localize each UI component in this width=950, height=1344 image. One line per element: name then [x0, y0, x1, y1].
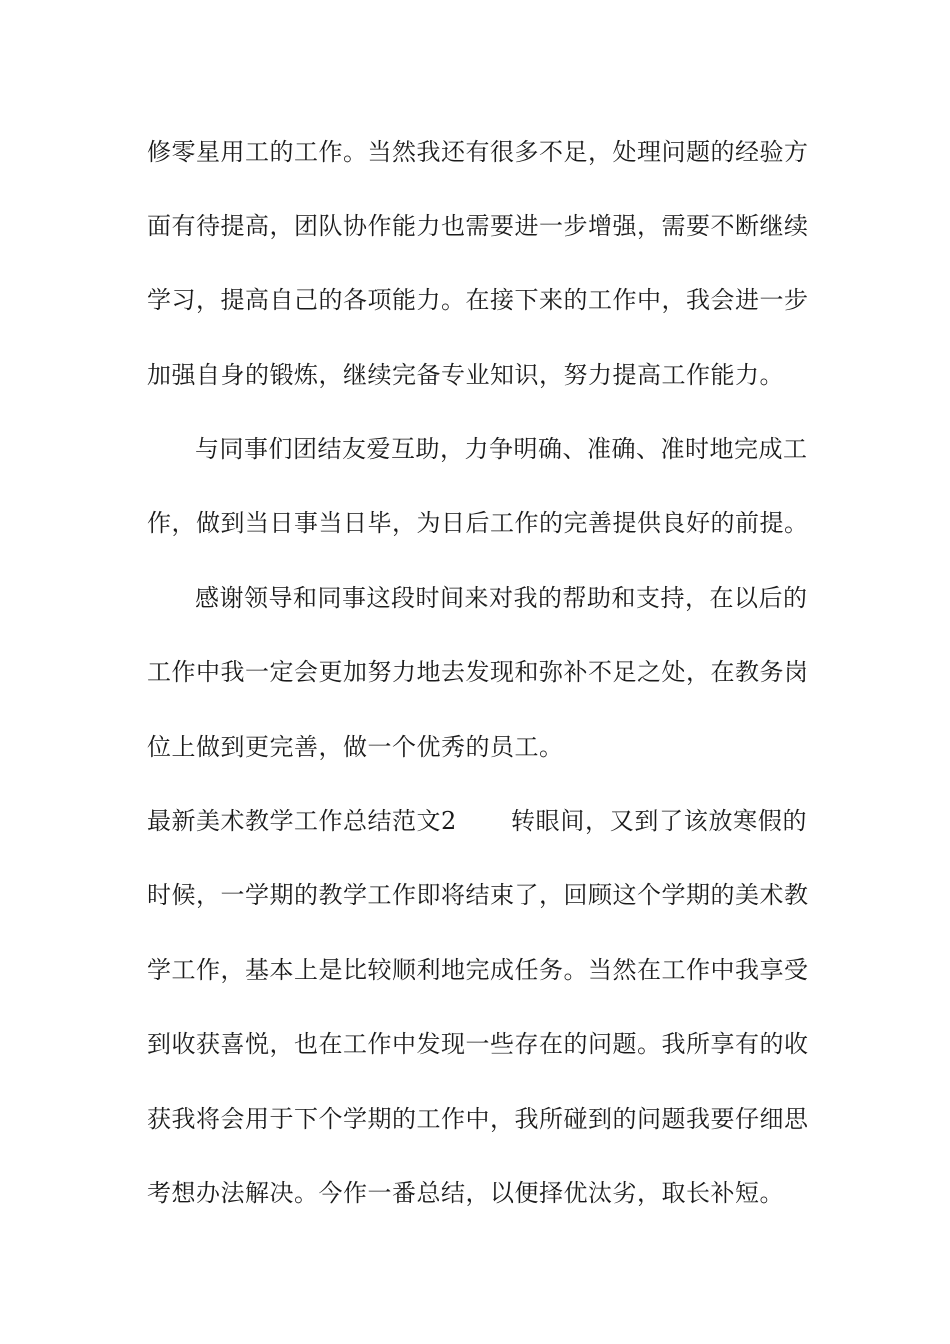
paragraph-1-line-4: 加强自身的锻炼，继续完备专业知识，努力提高工作能力。 [147, 361, 784, 389]
paragraph-3-line-2: 工作中我一定会更加努力地去发现和弥补不足之处，在教务岗 [147, 658, 809, 686]
section-2-line-2: 学工作，基本上是比较顺利地完成任务。当然在工作中我享受 [147, 956, 809, 984]
paragraph-3-line-3: 位上做到更完善，做一个优秀的员工。 [147, 733, 564, 761]
paragraph-2-line-1: 与同事们团结友爱互助，力争明确、准确、准时地完成工 [195, 435, 808, 463]
section-2-line-4: 获我将会用于下个学期的工作中，我所碰到的问题我要仔细思 [147, 1105, 809, 1133]
section-2-title: 最新美术教学工作总结范文2 [147, 807, 457, 835]
section-2-first-row [147, 801, 807, 841]
paragraph-2-line-2: 作，做到当日事当日毕，为日后工作的完善提供良好的前提。 [147, 509, 809, 537]
section-2-first-line-text: 转眼间，又到了该放寒假的 [511, 807, 807, 835]
section-2-line-1: 时候，一学期的教学工作即将结束了，回顾这个学期的美术教 [147, 881, 809, 909]
paragraph-3-line-1: 感谢领导和同事这段时间来对我的帮助和支持，在以后的 [195, 584, 808, 612]
section-2-line-3: 到收获喜悦，也在工作中发现一些存在的问题。我所享有的收 [147, 1030, 809, 1058]
paragraph-1-line-1: 修零星用工的工作。当然我还有很多不足，处理问题的经验方 [147, 138, 809, 166]
paragraph-1-line-3: 学习，提高自己的各项能力。在接下来的工作中，我会进一步 [147, 286, 809, 314]
section-2-line-5: 考想办法解决。今作一番总结，以便择优汰劣，取长补短。 [147, 1179, 784, 1207]
paragraph-1-line-2: 面有待提高，团队协作能力也需要进一步增强，需要不断继续 [147, 212, 809, 240]
